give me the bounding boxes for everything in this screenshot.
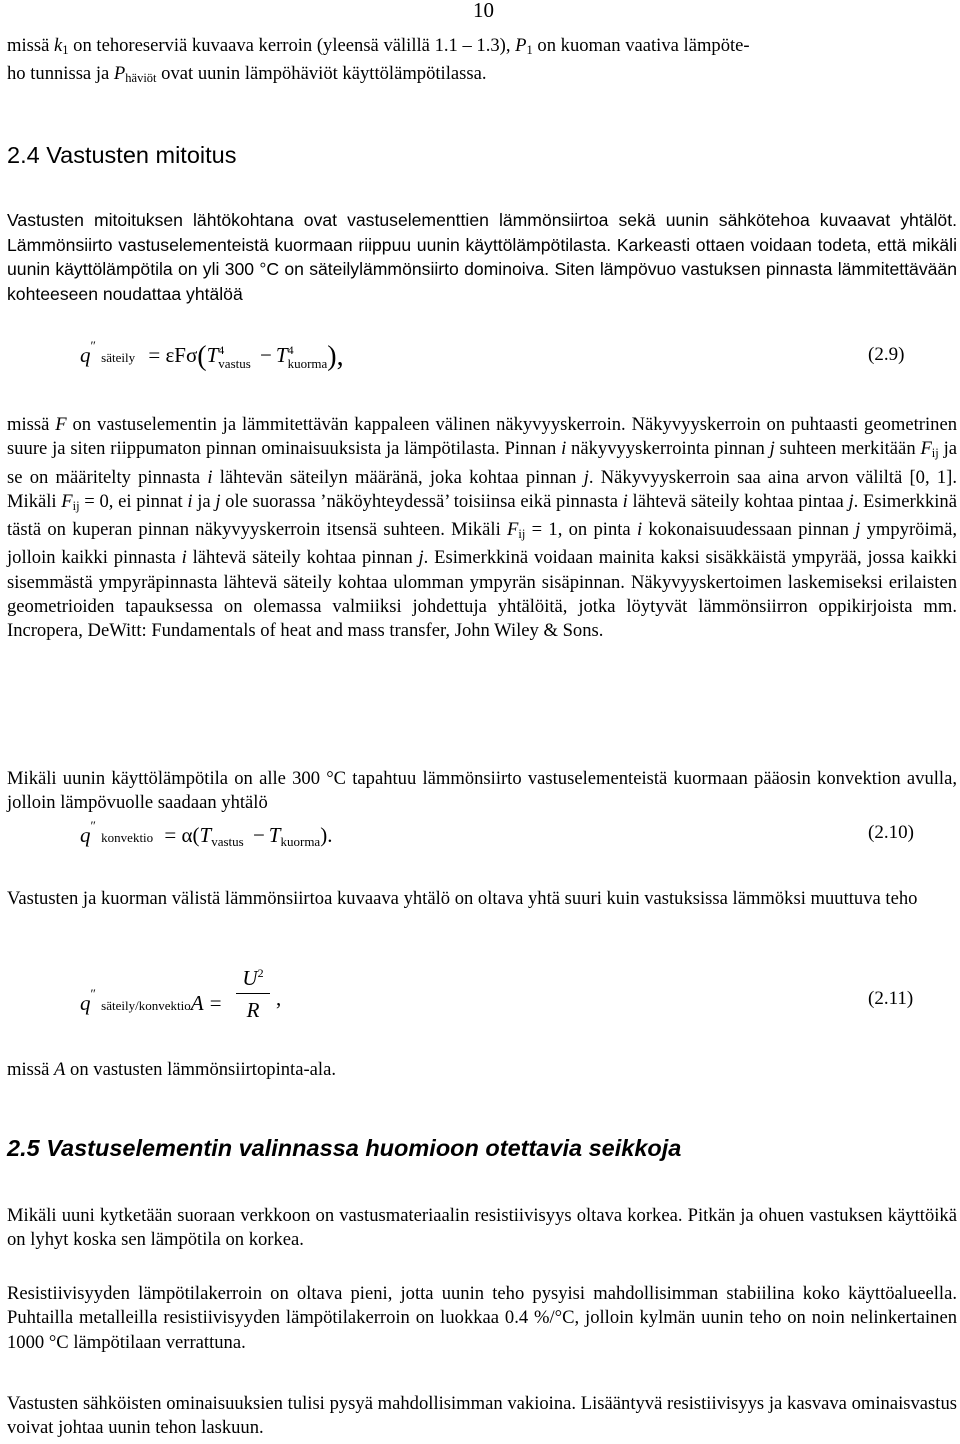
vf-j4: j — [848, 490, 854, 512]
eq29-t2-sub: kuorma — [287, 356, 328, 371]
eq210-rhs: = α( — [164, 823, 200, 847]
equation-2-9 — [80, 338, 905, 378]
eq211-number: (2.11) — [868, 988, 914, 1009]
intro-text-d: ho tunnissa ja — [7, 63, 114, 85]
intro-text-a: missä — [7, 35, 55, 56]
page-number: 10 — [473, 0, 494, 22]
vf-i3: i — [187, 490, 193, 512]
section-heading-2-5: 2.5 Vastuselementin valinnassa huomioon otettavia seikkoja — [7, 1135, 682, 1161]
eq210-minus: − — [252, 823, 265, 847]
vf-t7: . Näkyvyyskerroin saa aina arvon väliltä [0, 1]. Mikäli — [7, 466, 957, 512]
eq29-sub: säteily — [101, 350, 136, 365]
vf-i1: i — [561, 438, 567, 460]
vf-f3-sub: ij — [518, 527, 526, 542]
eq211-numerator: U — [242, 966, 258, 990]
eq29-prime: ″ — [90, 338, 96, 353]
convection-paragraph: Mikäli uunin käyttölämpötila on alle 300 °C tapahtuu lämmönsiirto vastuselementeistä kuormaan pääosin konvektion avulla, jolloin lämpövuolle saadaan yhtälö — [7, 768, 957, 814]
section-heading-2-4: 2.4 Vastusten mitoitus — [7, 142, 237, 168]
vf-fij-sub: ij — [931, 446, 939, 461]
eq211-a: A = — [190, 991, 223, 1015]
eq29-paren-left: ( — [197, 341, 207, 372]
eq210-t1-sub: vastus — [211, 834, 244, 849]
eq211-sub: säteily/konvektio — [101, 998, 191, 1013]
eq29-q: q — [80, 343, 91, 367]
vf-t17: . Esimerkkinä voidaan mainita kaksi sisäkkäistä ympyrää, jossa kaikki sisemmästä ympyräpinnasta lähtevä säteily kohtaa ulomman ympyrän sisäpinnan. Näkyvyyskertoimen laskemiseksi erilaisten geometrioiden tapauksessa on olemassa valmiiksi johdettuja yhtälöitä, jotka löytyvät lämmönsiirron oppikirjoista mm. Incropera, DeWitt: Fundamentals of heat and mass transfer, John Wiley & Sons. — [7, 547, 957, 642]
vf-t5: ja se on määritelty pinnasta — [7, 438, 957, 488]
stability-paragraph: Vastusten sähköisten ominaisuuksien tulisi pysyä mahdollisimman vakioina. Lisääntyvä resistiivisyys ja kasvava ominaisvastus voivat johtaa uunin tehon laskuun. — [7, 1393, 957, 1439]
vf-j1: j — [769, 438, 775, 460]
vf-t9: ja — [192, 490, 216, 512]
intro-text-c: on kuoman vaativa lämpöte- — [532, 35, 750, 56]
eq211-prime: ″ — [90, 986, 96, 1001]
vf-t11: lähtevä säteily kohtaa pintaa — [627, 490, 849, 512]
vf-t8: = 0, ei pinnat — [79, 490, 188, 512]
eq29-paren-right: ), — [327, 341, 344, 372]
eq29-minus: − — [260, 343, 272, 367]
ph-symbol: P — [113, 63, 126, 85]
area-a: A — [54, 1059, 66, 1080]
equation-2-10 — [80, 818, 914, 858]
vf-f2-sub: ij — [72, 498, 80, 513]
k1-symbol: k — [54, 35, 63, 56]
eq210-q: q — [80, 823, 91, 847]
vf-t13: = 1, on pinta — [525, 519, 637, 541]
eq211-numerator-sup: 2 — [257, 966, 264, 980]
power-balance-paragraph: Vastusten ja kuorman välistä lämmönsiirtoa kuvaava yhtälö on oltava yhtä suuri kuin vastuksissa lämmöksi muuttuva teho — [7, 888, 918, 909]
eq210-t2: T — [268, 823, 281, 847]
intro-text-e: ovat uunin lämpöhäviöt käyttölämpötilassa. — [156, 63, 487, 85]
vf-i4: i — [622, 490, 628, 512]
eq211-comma: , — [276, 986, 282, 1010]
eq210-number: (2.10) — [868, 822, 914, 843]
ph-subscript: häviöt — [125, 71, 157, 86]
vf-t16: lähtevä säteily kohtaa pinnan — [186, 547, 419, 569]
intro-paragraph — [7, 34, 957, 91]
view-factor-paragraph — [7, 413, 957, 644]
eq211-q: q — [80, 991, 91, 1015]
vf-i5: i — [636, 519, 643, 541]
p1-subscript: 1 — [526, 43, 533, 57]
vf-t4: suhteen merkitään — [774, 438, 921, 460]
eq29-number: (2.9) — [868, 344, 905, 365]
temperature-coefficient-paragraph: Resistiivisyyden lämpötilakerroin on oltava pieni, jotta uunin teho pysyisi mahdollisimman stabiilina koko käyttöalueella. Puhtailla metalleilla resistiivisyyden lämpötilakerroin on luokkaa 0.4 %/°C, jolloin kylmän uunin teho on noin nelinkertainen 1000 °C lämpötilaan verrattuna. — [7, 1283, 957, 1353]
p1-symbol: P — [515, 35, 527, 56]
eq29-t1-sub: vastus — [218, 356, 251, 371]
vf-fij: F — [920, 438, 932, 460]
vf-f: F — [55, 414, 67, 435]
eq210-end: ). — [320, 823, 333, 847]
area-t1: missä — [7, 1059, 55, 1080]
vf-j3: j — [215, 490, 221, 512]
eq29-t1: T — [206, 343, 219, 367]
vf-t14: kokonaisuudessaan pinnan — [642, 519, 856, 541]
vf-t12: . Esimerkkinä tästä on kuperan pinnan näkyvyyskerroin itsensä suhteen. Mikäli — [7, 490, 957, 541]
eq29-t2: T — [275, 343, 288, 367]
vf-j6: j — [418, 547, 424, 569]
k1-subscript: 1 — [62, 43, 69, 57]
area-t2: on vastusten lämmönsiirtopinta-ala. — [65, 1059, 336, 1080]
intro-text-b: on tehoreserviä kuvaava kerroin (yleensä välillä 1.1 – 1.3), — [68, 35, 516, 56]
eq210-t1: T — [199, 823, 212, 847]
area-paragraph — [7, 1058, 957, 1082]
vf-f2: F — [61, 490, 73, 512]
vf-t1: missä — [7, 414, 56, 435]
eq210-prime: ″ — [90, 818, 96, 833]
resistivity-paragraph: Mikäli uuni kytketään suoraan verkkoon on vastusmateriaalin resistiivisyys oltava korkea. Pitkän ja ohuen vastuksen käyttöikä on lyhyt koska sen lämpötila on korkea. — [7, 1205, 957, 1251]
eq29-t1-sup: 4 — [218, 343, 225, 357]
vf-t3: näkyvyyskerrointa pinnan — [566, 438, 770, 460]
eq29-rhs: = εFσ — [148, 343, 198, 367]
sizing-paragraph: Vastusten mitoituksen lähtökohtana ovat vastuselementtien lämmönsiirtoa sekä uunin sähkötehoa kuvaavat yhtälöt. Lämmönsiirto vastuselementeistä kuormaan riippuu uunin käyttölämpötilasta. Karkeasti ottaen voidaan todeta, että mikäli uunin käyttölämpötila on yli 300 °C on säteilylämmönsiirto dominoiva. Siten lämpövuo vastuksen pinnasta lämmitettävään kohteeseen noudattaa yhtälöä — [7, 210, 957, 304]
vf-i6: i — [181, 547, 187, 569]
vf-i2: i — [207, 466, 213, 488]
vf-f3: F — [507, 519, 519, 541]
eq210-sub: konvektio — [101, 830, 154, 845]
vf-j2: j — [583, 466, 589, 488]
vf-j5: j — [855, 519, 861, 541]
eq211-denominator: R — [246, 998, 260, 1022]
vf-t15: ympyröimä, jolloin kaikki pinnasta — [7, 519, 957, 569]
vf-t6: lähtevän säteilyn määränä, joka kohtaa pinnan — [212, 466, 584, 488]
vf-t2: on vastuselementin ja lämmitettävän kappaleen välinen näkyvyyskerroin. Näkyvyyskerroin on puhtaasti geometrinen suure ja siten riippumaton pinnan ominaisuuksista ja lämpötilasta. Pinnan — [7, 414, 957, 460]
eq29-t2-sup: 4 — [287, 343, 294, 357]
vf-t10: ole suorassa ’näköyhteydessä’ toisiinsa eikä pinnasta — [220, 490, 623, 512]
eq210-t2-sub: kuorma — [280, 834, 321, 849]
